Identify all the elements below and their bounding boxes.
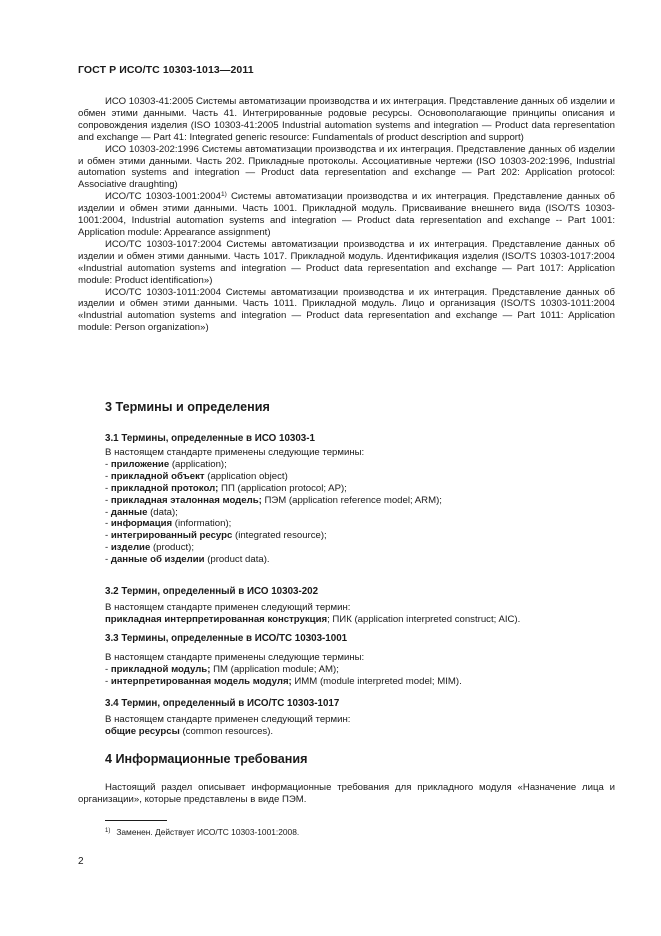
subsection-3-2-body [105, 602, 615, 626]
subsection-3-2-heading: 3.2 Термин, определенный в ИСО 10303-202 [105, 586, 319, 597]
term-item: - интегрированный ресурс (integrated resource); [105, 530, 327, 542]
term-item [105, 614, 615, 626]
document-header: ГОСТ Р ИСО/ТС 10303-1013—2011 [78, 64, 254, 76]
term: данные [110, 506, 148, 518]
term-item: - приложение (application); [105, 458, 227, 470]
term-detail: ПП (application protocol; AP); [218, 482, 347, 494]
term-detail: ; ПИК (application interpreted construct; AIC). [327, 613, 521, 625]
term-item: - данные об изделии (product data). [105, 554, 270, 566]
term-detail: (common resources). [179, 725, 274, 737]
subsection-3-1-body [105, 447, 615, 566]
term-detail: (product); [150, 542, 195, 554]
term: изделие [110, 542, 151, 554]
term-detail: ПМ (application module; AM); [210, 663, 339, 675]
footnote-marker: 1) [220, 191, 227, 199]
term: прикладной протокол; [110, 482, 219, 494]
term-detail: (data); [147, 506, 178, 518]
term: приложение [110, 458, 170, 470]
intro-text: В настоящем стандарте применены следующие термины: [105, 652, 365, 663]
reference-iso-ts-10303-1017: ИСО/ТС 10303-1017:2004 Системы автоматизации производства и их интеграция. Представление данных об изделии и обмен этими данными. Часть 1017. Прикладной модуль. Идентификация изделия (ISO/TS 10303-1017:2004 «Industrial automation systems and integration — Product data representation and exchange — Part 1017: Application module: Product identification») [78, 238, 615, 286]
term: интегрированный ресурс [110, 530, 233, 542]
subsection-3-4-body [105, 714, 615, 738]
section-4-text: Настоящий раздел описывает информационные требования для прикладного модуля «Назначение лица и организации», которые представлены в виде ПЭМ. [78, 782, 615, 805]
term-item: - данные (data); [105, 506, 178, 518]
normative-references [78, 96, 615, 334]
reference-code: ИСО/ТС 10303-1001:2004 [105, 191, 221, 203]
footnote-divider [105, 820, 167, 821]
reference-text: Системы автоматизации производства и их интеграция. Представление данных об изделии и обмен этими данными. Часть 1001. Прикладной модуль. Присваивание внешнего вида (ISO/TS 10303-1001:2004, Industrial automation systems and integration — Product data representation and exchange -- Part 1001: Application module: Appearance assignment) [78, 191, 615, 238]
intro-text: В настоящем стандарте применен следующий термин: [105, 714, 351, 725]
term: прикладной модуль; [110, 663, 211, 675]
term-item: - прикладной протокол; ПП (application protocol; AP); [105, 482, 347, 494]
footnote [105, 827, 299, 837]
term: прикладная интерпретированная конструкция [105, 613, 328, 625]
reference-iso-ts-10303-1001 [78, 191, 615, 239]
term-detail: (application); [169, 458, 227, 470]
term: интерпретированная модель модуля; [110, 675, 292, 687]
footnote-text: Заменен. Действует ИСО/ТС 10303-1001:2008. [116, 827, 300, 837]
footnote-mark: 1) [105, 828, 111, 834]
term: данные об изделии [110, 554, 205, 566]
term-detail: (product data). [204, 554, 270, 566]
section-3-heading: 3 Термины и определения [105, 400, 270, 414]
term: информация [110, 518, 173, 530]
term-item: - прикладная эталонная модель; ПЭМ (application reference model; ARM); [105, 494, 442, 506]
term-item: - прикладной модуль; ПМ (application module; AM); [105, 663, 339, 675]
page-number: 2 [78, 856, 84, 867]
term-item [105, 726, 615, 738]
term-detail: (application object) [204, 470, 288, 482]
term: общие ресурсы [105, 725, 180, 737]
reference-iso-10303-202: ИСО 10303-202:1996 Системы автоматизации производства и их интеграция. Представление данных об изделии и обмен этими данными. Часть 202. Прикладные протоколы. Ассоциативные чертежи (ISO 10303-202:1996, Industrial automation systems and integration — Product data representation and exchange — Part 202: Application protocol: Associative draughting) [78, 143, 615, 191]
term: прикладная эталонная модель; [110, 494, 262, 506]
term-item: - интерпретированная модель модуля; ИММ (module interpreted model; MIM). [105, 675, 462, 687]
term-item: - информация (information); [105, 518, 232, 530]
subsection-3-4-heading: 3.4 Термин, определенный в ИСО/ТС 10303-1017 [105, 698, 340, 709]
term-detail: ИММ (module interpreted model; MIM). [291, 675, 462, 687]
term-item: - прикладной объект (application object) [105, 470, 288, 482]
term: прикладной объект [110, 470, 205, 482]
term-item: - изделие (product); [105, 542, 195, 554]
reference-iso-ts-10303-1011: ИСО/ТС 10303-1011:2004 Системы автоматизации производства и их интеграция. Представление данных об изделии и обмен этими данными. Часть 1011. Прикладной модуль. Лицо и организация (ISO/TS 10303-1011:2004 «Industrial automation systems and integration — Product data representation and exchange — Part 1011: Application module: Person organization») [78, 286, 615, 334]
subsection-3-3-body [105, 652, 615, 688]
subsection-3-3-heading: 3.3 Термины, определенные в ИСО/ТС 10303-1001 [105, 633, 348, 644]
section-4-heading: 4 Информационные требования [105, 752, 308, 766]
term-detail: (information); [172, 518, 232, 530]
term-detail: (integrated resource); [232, 530, 327, 542]
term-detail: ПЭМ (application reference model; ARM); [261, 494, 442, 506]
reference-iso-10303-41: ИСО 10303-41:2005 Системы автоматизации производства и их интеграция. Представление данных об изделии и обмен этими данными. Часть 41. Интегрированные родовые ресурсы. Основополагающие принципы описания и сопровождения изделия (ISO 10303-41:2005 Industrial automation systems and integration — Product data representation and exchange — Part 41: Integrated generic resource: Fundamentals of product description and support) [78, 96, 615, 143]
subsection-3-1-heading: 3.1 Термины, определенные в ИСО 10303-1 [105, 433, 315, 444]
intro-text: В настоящем стандарте применены следующие термины: [105, 447, 365, 458]
intro-text: В настоящем стандарте применен следующий термин: [105, 602, 351, 613]
